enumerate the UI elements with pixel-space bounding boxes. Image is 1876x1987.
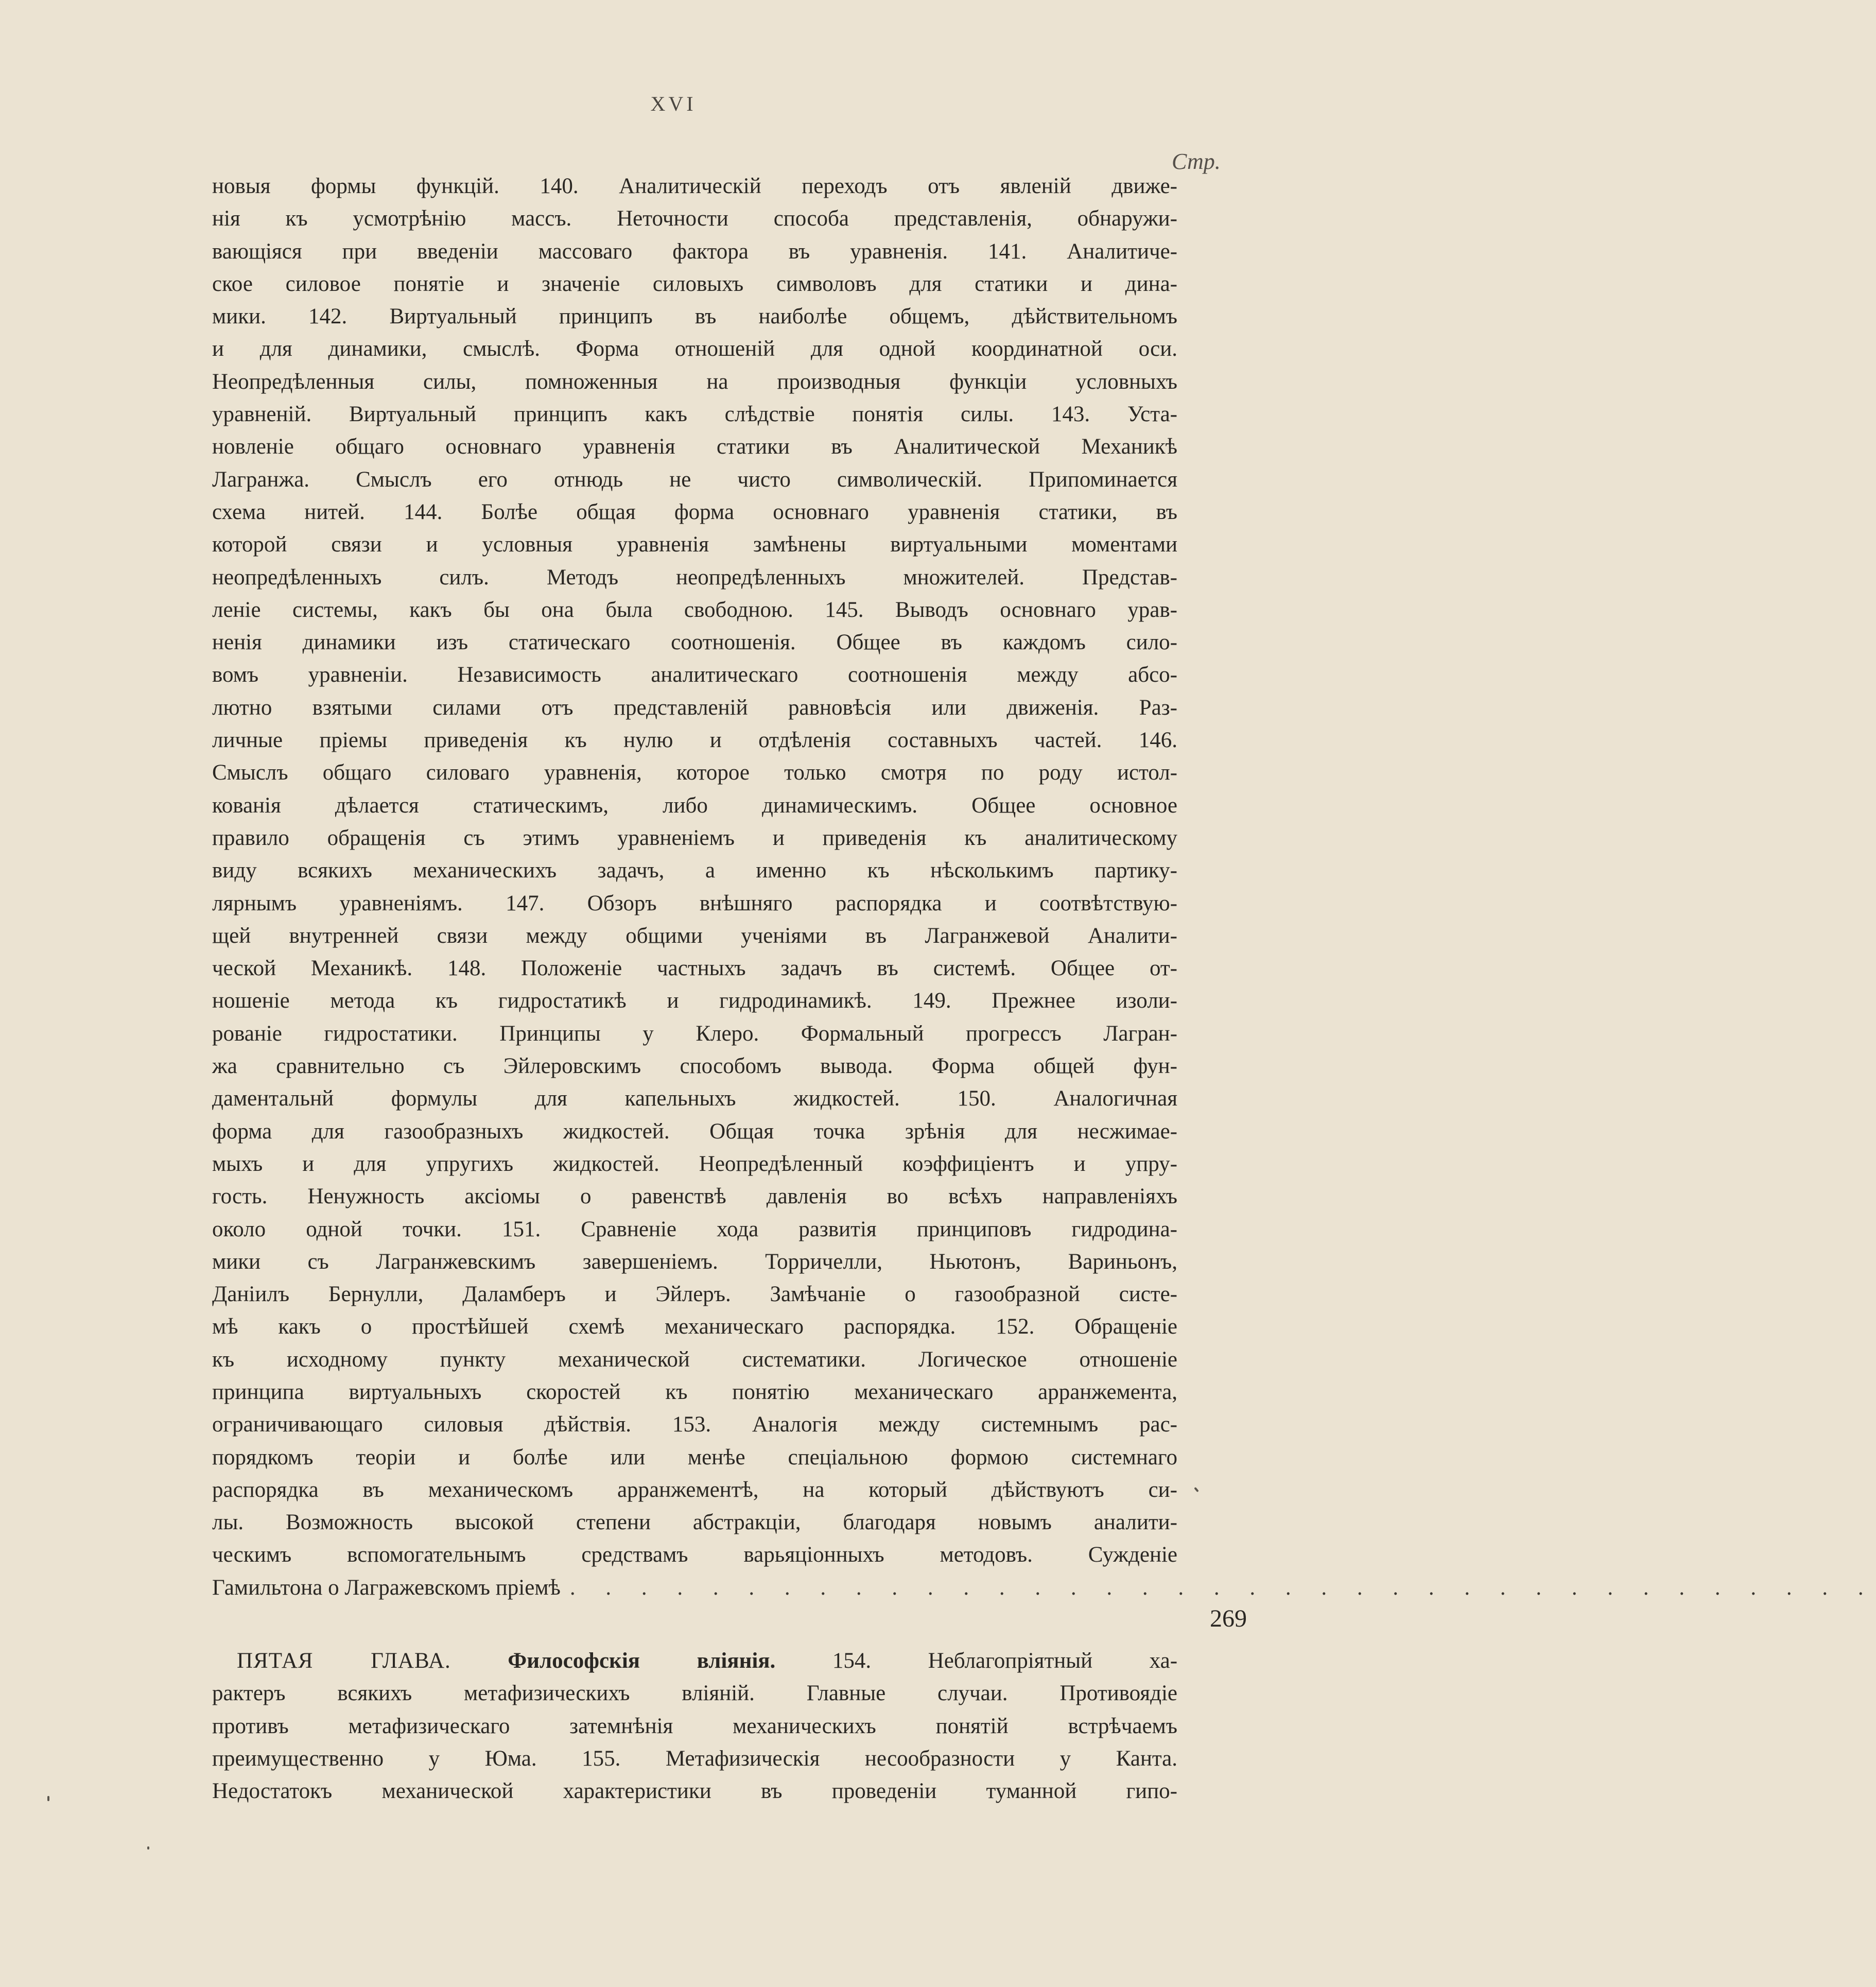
text-line: порядкомъ теоріи и болѣе или менѣе спеціальною формою системнаго (212, 1445, 1177, 1470)
chapter-title: Философскія вліянія. (508, 1649, 776, 1673)
text-line: схема нитей. 144. Болѣе общая форма основнаго уравненія статики, въ (212, 499, 1177, 524)
text-line: виду всякихъ механическихъ задачъ, а именно къ нѣсколькимъ партику- (212, 858, 1177, 883)
text-line: ческой Механикѣ. 148. Положеніе частныхъ задачъ въ системѣ. Общее от- (212, 956, 1177, 981)
text-line: ческимъ вспомогательнымъ средствамъ варьяціонныхъ методовъ. Сужденіе (212, 1543, 1177, 1567)
text-line: ношеніе метода къ гидростатикѣ и гидродинамикѣ. 149. Прежнее изоли- (212, 989, 1177, 1013)
text-line: даментальнй формулы для капельныхъ жидкостей. 150. Аналогичная (212, 1086, 1177, 1111)
text-line: ограничивающаго силовыя дѣйствія. 153. Аналогія между системнымъ рас- (212, 1412, 1177, 1437)
text-line: и для динамики, смыслѣ. Форма отношеній для одной координатной оси. (212, 337, 1177, 361)
text-line: рактеръ всякихъ метафизическихъ вліяній. Главные случаи. Противоядіе (212, 1681, 1177, 1706)
text-line: Смыслъ общаго силоваго уравненія, которое только смотря по роду истол- (212, 761, 1177, 785)
chapter-label: ПЯТАЯ ГЛАВА. (237, 1649, 451, 1673)
text-line: мики съ Лагранжевскимъ завершеніемъ. Торричелли, Ньютонъ, Вариньонъ, (212, 1249, 1177, 1274)
text-line: леніе системы, какъ бы она была свободною. 145. Выводъ основнаго урав- (212, 597, 1177, 622)
paper-speck (147, 1846, 149, 1850)
text-line: неопредѣленныхъ силъ. Методъ неопредѣленныхъ множителей. Представ- (212, 565, 1177, 590)
text-line: лярнымъ уравненіямъ. 147. Обзоръ внѣшняго распорядка и соотвѣтствую- (212, 891, 1177, 915)
text-line: Гамильтона о Лагражевскомъ пріемѣ (212, 1575, 561, 1600)
text-line: Неопредѣленныя силы, помноженныя на производныя функціи условныхъ (212, 369, 1177, 394)
text-line: которой связи и условныя уравненія замѣнены виртуальными моментами (212, 532, 1177, 557)
text-line: къ исходному пункту механической систематики. Логическое отношеніе (212, 1347, 1177, 1372)
text-line: гость. Ненужность аксіомы о равенствѣ давленія во всѣхъ направленіяхъ (212, 1184, 1177, 1209)
text-line: Недостатокъ механической характеристики въ проведеніи туманной гипо- (212, 1779, 1177, 1804)
text-line: новленіе общаго основнаго уравненія статики въ Аналитической Механикѣ (212, 435, 1177, 459)
text-line: лютно взятыми силами отъ представленій равновѣсія или движенія. Раз- (212, 695, 1177, 720)
page-number: XVI (650, 92, 697, 115)
text-line: вомъ уравненіи. Независимость аналитическаго соотношенія между абсо- (212, 663, 1177, 687)
text-line: противъ метафизическаго затемнѣнія механическихъ понятій встрѣчаемъ (212, 1714, 1177, 1738)
text-line: мѣ какъ о простѣйшей схемѣ механическаго распорядка. 152. Обращеніе (212, 1315, 1177, 1339)
text-line: правило обращенія съ этимъ уравненіемъ и приведенія къ аналитическому (212, 825, 1177, 850)
dot-leader: . . . . . . . . . . . . . . . . . . . . . . . . . . . . . . . . . . . . . (569, 1575, 1876, 1600)
toc-entry-final-line (212, 1571, 1876, 1604)
text-line: мыхъ и для упругихъ жидкостей. Неопредѣленный коэффиціентъ и упру- (212, 1151, 1177, 1176)
text-line: принципа виртуальныхъ скоростей къ понятію механическаго арранжемента, (212, 1379, 1177, 1404)
text-line: мики. 142. Виртуальный принципъ въ наиболѣе общемъ, дѣйствительномъ (212, 304, 1177, 329)
text-line: уравненій. Виртуальный принципъ какъ слѣдствіе понятія силы. 143. Уста- (212, 402, 1177, 427)
text-line: личные пріемы приведенія къ нулю и отдѣленія составныхъ частей. 146. (212, 728, 1177, 753)
text-line: Даніилъ Бернулли, Даламберъ и Эйлеръ. Замѣчаніе о газообразной систе- (212, 1282, 1177, 1307)
chapter-heading-line (212, 1645, 1177, 1677)
page-reference: 269 (1210, 1605, 1247, 1632)
text-line: кованія дѣлается статическимъ, либо динамическимъ. Общее основное (212, 793, 1177, 818)
text-line: щей внутренней связи между общими ученіями въ Лагранжевой Аналити- (212, 923, 1177, 948)
text-line: форма для газообразныхъ жидкостей. Общая точка зрѣнія для несжимае- (212, 1119, 1177, 1144)
page-column-label: Стр. (1172, 149, 1221, 174)
text-line: лы. Возможность высокой степени абстракціи, благодаря новымъ аналити- (212, 1510, 1177, 1535)
paper-speck (1194, 1487, 1198, 1492)
toc-paragraph-sections-140-153 (212, 170, 1876, 1604)
text-line: новыя формы функцій. 140. Аналитическій переходъ отъ явленій движе- (212, 174, 1177, 198)
text-line: жа сравнительно съ Эйлеровскимъ способомъ вывода. Форма общей фун- (212, 1054, 1177, 1079)
text-line: ненія динамики изъ статическаго соотношенія. Общее въ каждомъ сило- (212, 630, 1177, 655)
text-line: преимущественно у Юма. 155. Метафизическія несообразности у Канта. (212, 1746, 1177, 1771)
text-line: Лагранжа. Смыслъ его отнюдь не чисто символическій. Припоминается (212, 467, 1177, 492)
text-line: распорядка въ механическомъ арранжементѣ, на который дѣйствуютъ си- (212, 1477, 1177, 1502)
text-line: около одной точки. 151. Сравненіе хода развитія принциповъ гидродина- (212, 1217, 1177, 1241)
paper-speck (47, 1796, 49, 1801)
text-line: рованіе гидростатики. Принципы у Клеро. Формальный прогрессъ Лагран- (212, 1021, 1177, 1046)
toc-paragraph-chapter-five (212, 1645, 1177, 1807)
text-line: нія къ усмотрѣнію массъ. Неточности способа представленія, обнаружи- (212, 206, 1177, 231)
text-line: вающіяся при введеніи массоваго фактора въ уравненія. 141. Аналитиче- (212, 239, 1177, 264)
text-line: ское силовое понятіе и значеніе силовыхъ символовъ для статики и дина- (212, 271, 1177, 296)
text-line: 154. Неблагопріятный ха- (832, 1649, 1178, 1673)
